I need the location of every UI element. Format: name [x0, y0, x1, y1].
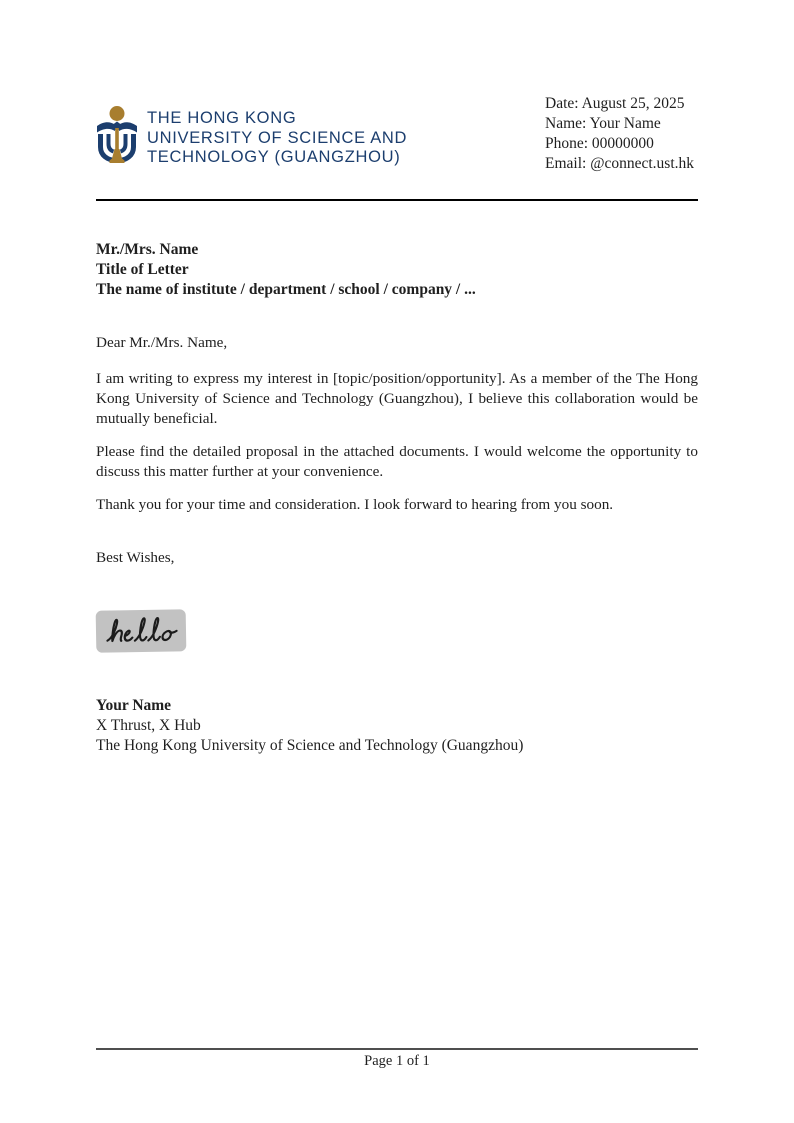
university-logo-text — [147, 109, 407, 168]
contact-name: Name: Your Name — [545, 115, 661, 132]
sender-affiliation-1: X Thrust, X Hub — [96, 717, 201, 734]
signature-image — [96, 609, 187, 653]
contact-date: Date: August 25, 2025 — [545, 95, 685, 112]
logo-text-line3: TECHNOLOGY (GUANGZHOU) — [147, 148, 401, 166]
header-divider — [96, 199, 698, 201]
hkust-torch-logo-icon — [96, 104, 138, 166]
sender-name: Your Name — [96, 697, 172, 714]
salutation: Dear Mr./Mrs. Name, — [96, 334, 228, 351]
letter-body — [96, 333, 698, 568]
contact-email: Email: @connect.ust.hk — [545, 155, 695, 172]
recipient-name: Mr./Mrs. Name — [96, 241, 199, 258]
contact-phone: Phone: 00000000 — [545, 135, 654, 152]
logo-text-line1: THE HONG KONG — [147, 109, 297, 127]
page-number: Page 1 of 1 — [364, 1053, 430, 1069]
body-paragraph-2: Please find the detailed proposal in the attached documents. I would welcome the opportunity to discuss this matter further at your convenience. — [96, 443, 698, 480]
recipient-institute: The name of institute / department / school / company / ... — [96, 281, 476, 298]
signature-block — [96, 696, 523, 756]
handwriting-hello-icon — [101, 613, 182, 648]
body-paragraph-3: Thank you for your time and consideration. I look forward to hearing from you soon. — [96, 496, 614, 513]
closing-phrase: Best Wishes, — [96, 549, 175, 566]
footer-divider — [96, 1048, 698, 1050]
sender-affiliation-2: The Hong Kong University of Science and Technology (Guangzhou) — [96, 737, 524, 754]
university-logo — [96, 104, 407, 168]
recipient-block — [96, 240, 476, 300]
body-paragraph-1: I am writing to express my interest in [topic/position/opportunity]. As a member of the The Hong Kong University of Science and Technology (Guangzhou), I believe this collaboration would be mutually beneficial. — [96, 370, 698, 427]
sender-contact-block — [545, 94, 694, 174]
logo-text-line2: UNIVERSITY OF SCIENCE AND — [147, 128, 408, 147]
letter-title: Title of Letter — [96, 261, 189, 278]
